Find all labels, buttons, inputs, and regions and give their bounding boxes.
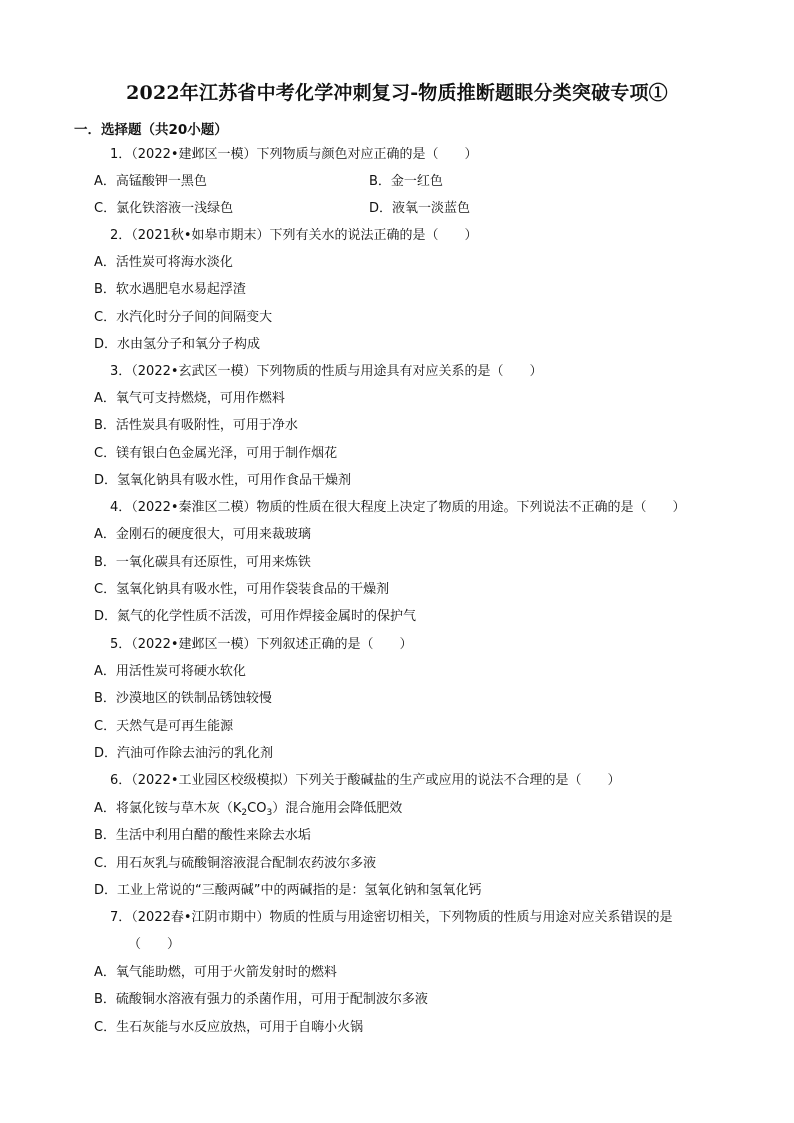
chemical-subscript: 3 (266, 808, 273, 818)
question-6-option-a-tail: ）混合施用会降低肥效 (272, 801, 403, 816)
chemical-formula-part: CO (247, 801, 267, 816)
question-4-option-c: C．氢氧化钠具有吸水性，可用作袋装食品的干燥剂 (94, 582, 390, 597)
question-2-stem: 2．（2021秋•如皋市期末）下列有关水的说法正确的是（ ） (110, 228, 478, 243)
question-3-option-c: C．镁有银白色金属光泽，可用于制作烟花 (94, 446, 338, 461)
question-7-option-c: C．生石灰能与水反应放热，可用于自嗨小火锅 (94, 1020, 364, 1035)
question-6-option-c: C．用石灰乳与硫酸铜溶液混合配制农药波尔多液 (94, 856, 377, 871)
question-5-option-c: C．天然气是可再生能源 (94, 719, 234, 734)
question-3-option-a: A．氧气可支持燃烧，可用作燃料 (94, 391, 285, 406)
question-7-stem: 7．（2022春•江阴市期中）物质的性质与用途密切相关，下列物质的性质与用途对应关系错误的是 (110, 910, 673, 925)
page-title: 2022年江苏省中考化学冲刺复习-物质推断题眼分类突破专项① (126, 82, 668, 104)
question-6-option-d: D．工业上常说的“三酸两碱”中的两碱指的是：氢氧化钠和氢氧化钙 (94, 883, 482, 898)
question-4-option-b: B．一氧化碳具有还原性，可用来炼铁 (94, 555, 311, 570)
question-6-stem: 6．（2022•工业园区校级模拟）下列关于酸碱盐的生产或应用的说法不合理的是（ ） (110, 773, 621, 788)
question-7-option-b: B．硫酸铜水溶液有强力的杀菌作用，可用于配制波尔多液 (94, 992, 428, 1007)
question-1-option-b: B．金一红色 (369, 174, 443, 189)
chemical-subscript: 2 (241, 808, 248, 818)
question-6-option-a-text: A．将氯化铵与草木灰（K (94, 801, 242, 816)
question-6-option-b: B．生活中利用白醋的酸性来除去水垢 (94, 828, 311, 843)
question-3-option-d: D．氢氧化钠具有吸水性，可用作食品干燥剂 (94, 473, 352, 488)
section-heading: 一．选择题（共20小题） (74, 122, 228, 138)
question-3-stem: 3．（2022•玄武区一模）下列物质的性质与用途具有对应关系的是（ ） (110, 364, 543, 379)
question-4-option-a: A．金刚石的硬度很大，可用来裁玻璃 (94, 527, 311, 542)
question-4-option-d: D．氮气的化学性质不活泼，可用作焊接金属时的保护气 (94, 609, 417, 624)
question-2-option-b: B．软水遇肥皂水易起浮渣 (94, 282, 246, 297)
question-3-option-b: B．活性炭具有吸附性，可用于净水 (94, 418, 298, 433)
question-1-stem: 1．（2022•建邺区一模）下列物质与颜色对应正确的是（ ） (110, 147, 478, 162)
question-7-option-a: A．氧气能助燃，可用于火箭发射时的燃料 (94, 965, 337, 980)
question-1-option-c: C．氯化铁溶液一浅绿色 (94, 201, 234, 216)
question-5-option-a: A．用活性炭可将硬水软化 (94, 664, 246, 679)
question-6-option-a (94, 801, 402, 817)
question-1-option-d: D．液氧一淡蓝色 (369, 201, 471, 216)
question-2-option-d: D．水由氢分子和氧分子构成 (94, 337, 261, 352)
question-2-option-c: C．水汽化时分子间的间隔变大 (94, 310, 273, 325)
question-5-stem: 5．（2022•建邺区一模）下列叙述正确的是（ ） (110, 637, 413, 652)
question-5-option-d: D．汽油可作除去油污的乳化剂 (94, 746, 274, 761)
question-4-stem: 4．（2022•秦淮区二模）物质的性质在很大程度上决定了物质的用途。下列说法不正确的是（ ） (110, 500, 686, 515)
question-7-answer-paren: （ ） (128, 937, 181, 952)
question-5-option-b: B．沙漠地区的铁制品锈蚀较慢 (94, 691, 272, 706)
question-2-option-a: A．活性炭可将海水淡化 (94, 255, 233, 270)
question-1-option-a: A．高锰酸钾一黑色 (94, 174, 207, 189)
